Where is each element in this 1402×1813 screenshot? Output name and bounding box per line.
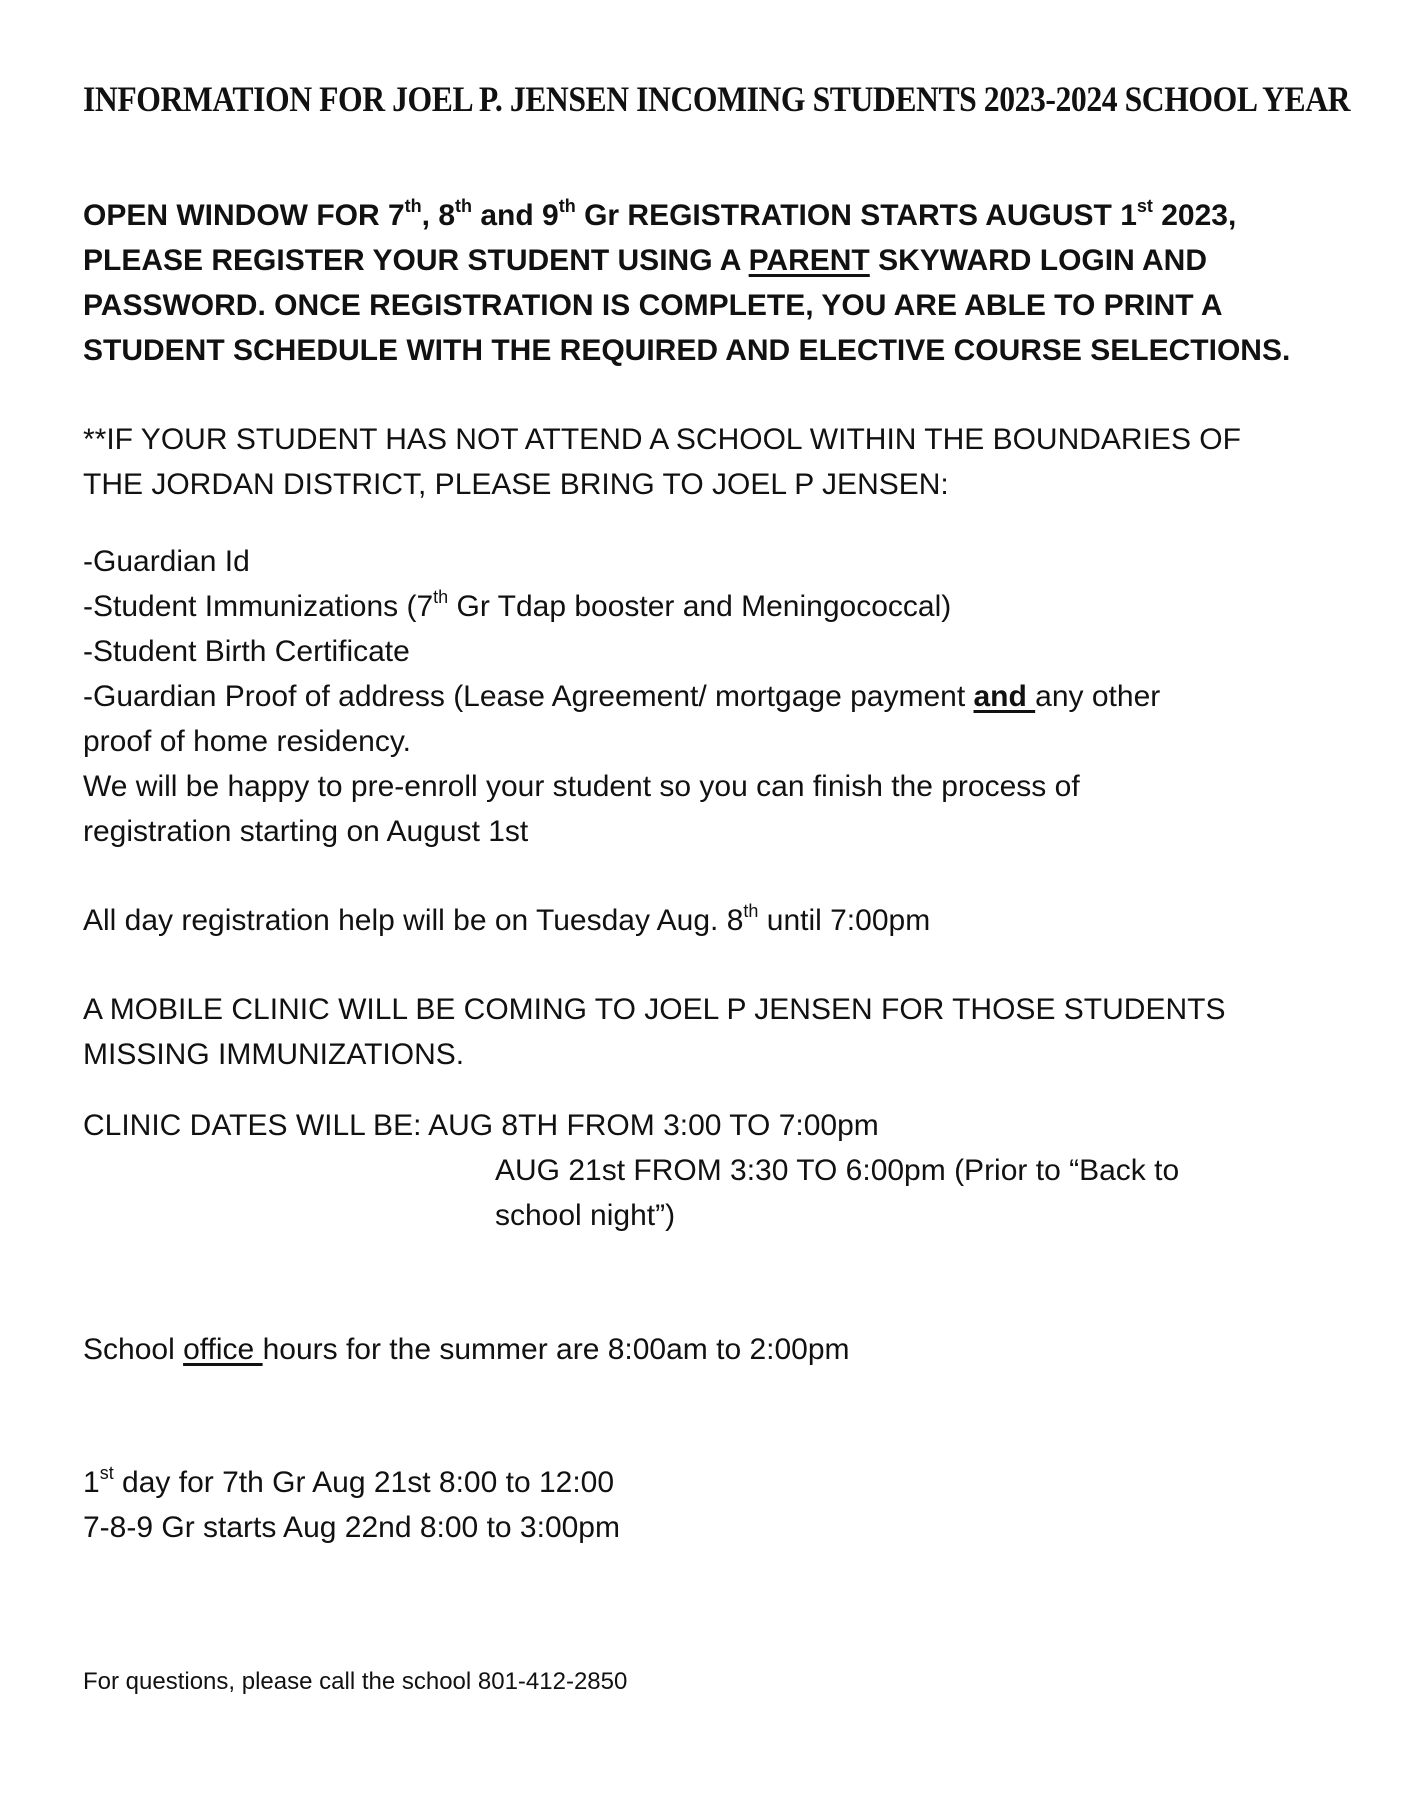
mobile-clinic-notice xyxy=(83,987,1225,1077)
requirements-list xyxy=(83,539,1160,854)
registration-line-3: PASSWORD. ONCE REGISTRATION IS COMPLETE, YOU ARE ABLE TO PRINT A xyxy=(83,289,1223,322)
pre-enroll-line-2: registration starting on August 1st xyxy=(83,815,529,848)
office-emphasis: office xyxy=(183,1333,263,1366)
page-title: INFORMATION FOR JOEL P. JENSEN INCOMING STUDENTS 2023-2024 SCHOOL YEAR xyxy=(83,79,1351,119)
first-day-line-2: 7-8-9 Gr starts Aug 22nd 8:00 to 3:00pm xyxy=(83,1511,620,1544)
requirement-immunizations: -Student Immunizations (7th Gr Tdap booster and Meningococcal) xyxy=(83,587,952,623)
footer-contact: For questions, please call the school 801-412-2850 xyxy=(83,1668,628,1695)
clinic-line-1: A MOBILE CLINIC WILL BE COMING TO JOEL P JENSEN FOR THOSE STUDENTS xyxy=(83,993,1226,1026)
registration-notice xyxy=(83,193,1290,373)
parent-emphasis: PARENT xyxy=(748,244,870,277)
registration-line-2: PLEASE REGISTER YOUR STUDENT USING A PARENT SKYWARD LOGIN AND xyxy=(83,244,1207,277)
first-day-info xyxy=(83,1460,620,1550)
clinic-date-1: CLINIC DATES WILL BE: AUG 8TH FROM 3:00 TO 7:00pm xyxy=(83,1109,879,1142)
office-hours: School office hours for the summer are 8:00am to 2:00pm xyxy=(83,1333,850,1366)
requirement-proof-continued: proof of home residency. xyxy=(83,725,411,758)
registration-help: All day registration help will be on Tuesday Aug. 8th until 7:00pm xyxy=(83,901,931,937)
registration-line-4: STUDENT SCHEDULE WITH THE REQUIRED AND ELECTIVE COURSE SELECTIONS. xyxy=(83,334,1291,367)
registration-line-1: OPEN WINDOW FOR 7th, 8th and 9th Gr REGISTRATION STARTS AUGUST 1st 2023, xyxy=(83,196,1237,232)
and-emphasis: and xyxy=(973,680,1036,713)
clinic-line-2: MISSING IMMUNIZATIONS. xyxy=(83,1038,465,1071)
outside-district-notice xyxy=(83,417,1241,507)
outside-line-2: THE JORDAN DISTRICT, PLEASE BRING TO JOEL P JENSEN: xyxy=(83,468,949,501)
clinic-date-2-continued: school night”) xyxy=(495,1199,676,1232)
pre-enroll-line-1: We will be happy to pre-enroll your student so you can finish the process of xyxy=(83,770,1080,803)
requirement-guardian-id: -Guardian Id xyxy=(83,545,250,578)
clinic-date-2: AUG 21st FROM 3:30 TO 6:00pm (Prior to “Back to xyxy=(495,1154,1180,1187)
outside-line-1: **IF YOUR STUDENT HAS NOT ATTEND A SCHOOL WITHIN THE BOUNDARIES OF xyxy=(83,423,1241,456)
clinic-dates xyxy=(83,1103,1179,1238)
requirement-proof-of-address: -Guardian Proof of address (Lease Agreement/ mortgage payment and any other xyxy=(83,680,1161,713)
requirement-birth-certificate: -Student Birth Certificate xyxy=(83,635,410,668)
first-day-line-1: 1st day for 7th Gr Aug 21st 8:00 to 12:00 xyxy=(83,1463,615,1499)
